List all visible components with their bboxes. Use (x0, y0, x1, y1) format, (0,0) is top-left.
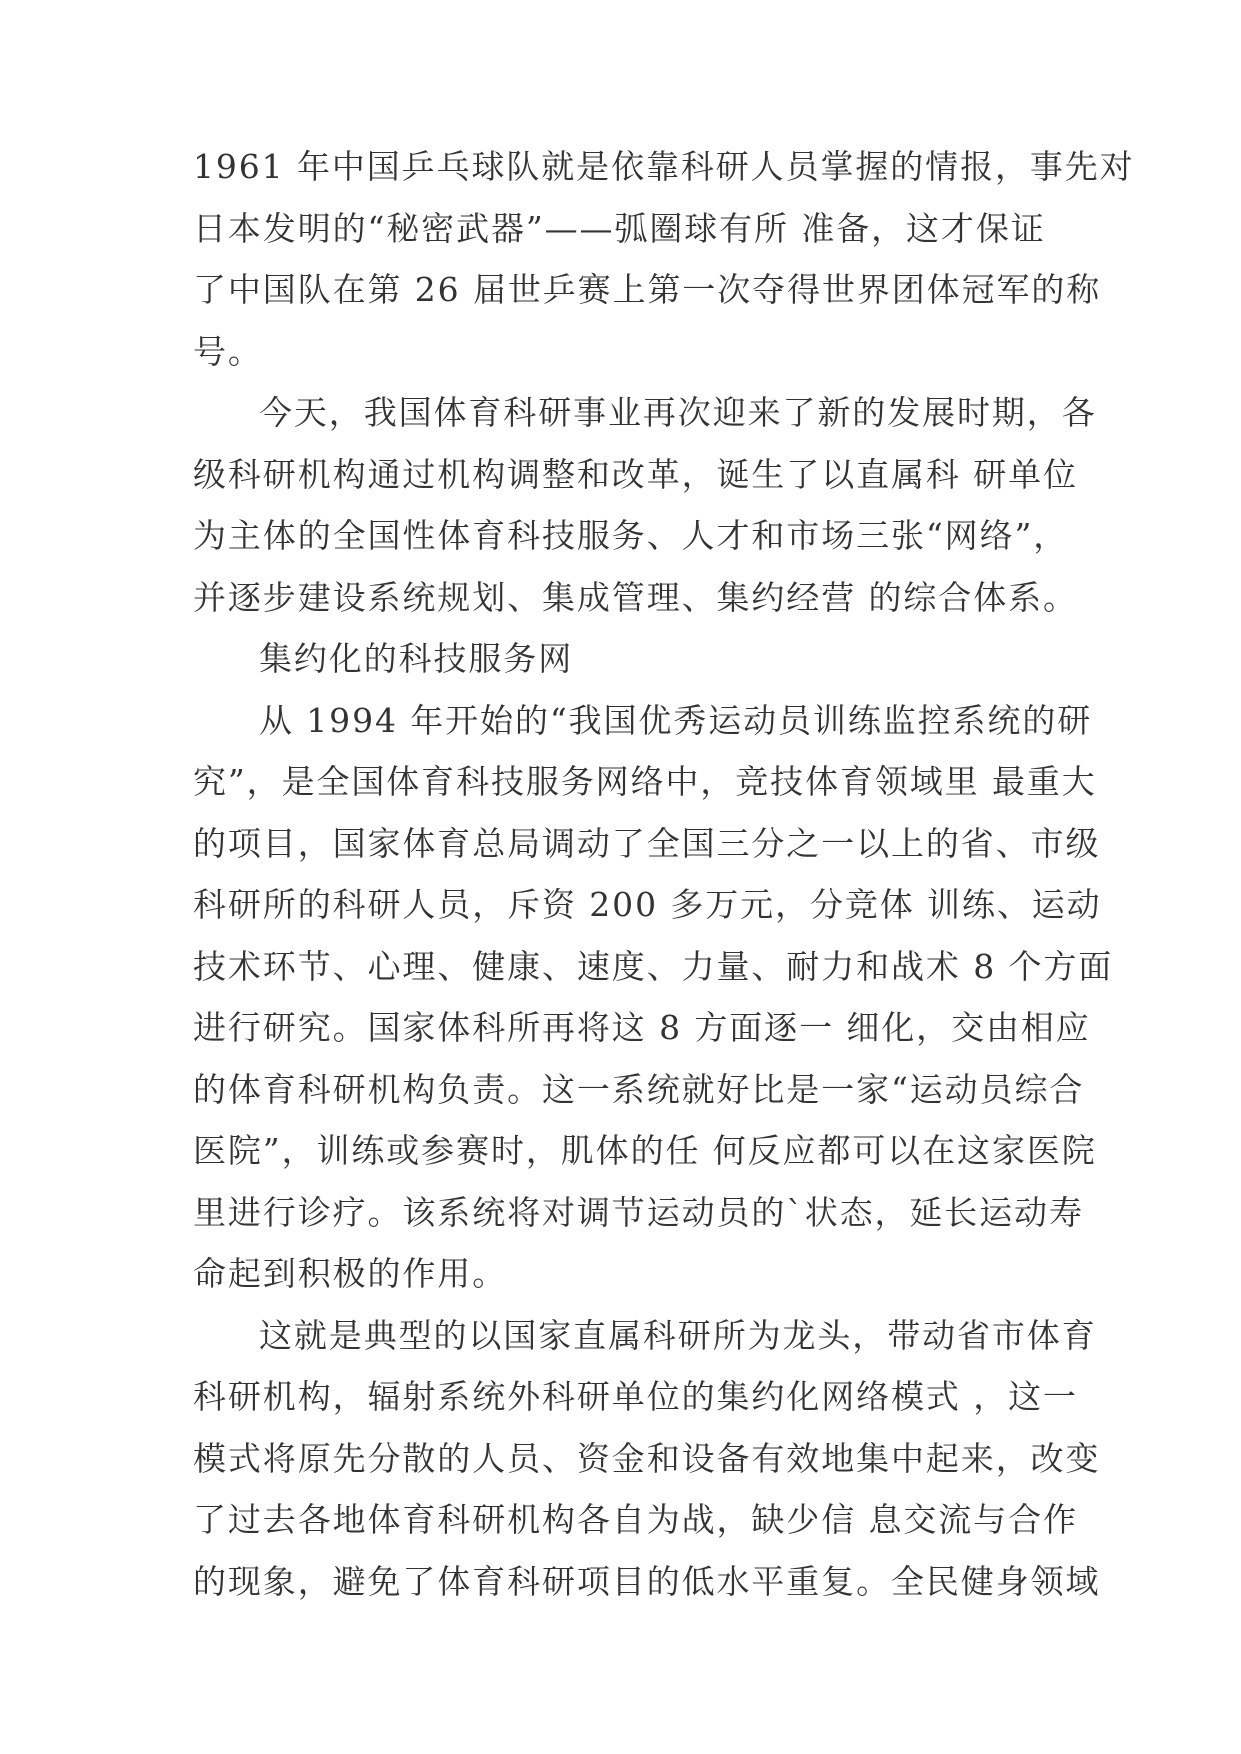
text-line: 号。 (193, 331, 263, 371)
text-line: 究”，是全国体育科技服务网络中，竞技体育领域里 最重大 (193, 762, 1097, 801)
text-line: 的项目，国家体育总局调动了全国三分之一以上的省、市级 (193, 823, 1101, 863)
text-line: 进行研究。国家体科所再将这 8 方面逐一 细化，交由相应 (193, 1008, 1091, 1047)
text-line: 今天，我国体育科研事业再次迎来了新的发展时期，各 (259, 393, 1097, 432)
text-line: 日本发明的“秘密武器”——弧圈球有所 准备，这才保证 (193, 208, 1046, 248)
text-line: 的体育科研机构负责。这一系统就好比是一家“运动员综合 (193, 1069, 1085, 1109)
text-line: 并逐步建设系统规划、集成管理、集约经营 的综合体系。 (193, 577, 1078, 617)
text-line: 科研所的科研人员，斥资 200 多万元，分竞体 训练、运动 (193, 885, 1102, 924)
text-line: 了中国队在第 26 届世乒赛上第一次夺得世界团体冠军的称 (193, 270, 1102, 309)
text-line: 里进行诊疗。该系统将对调节运动员的`状态，延长运动寿 (193, 1192, 1084, 1232)
text-line: 1961 年中国乒乓球队就是依靠科研人员掌握的情报，事先对 (193, 147, 1135, 186)
text-line: 命起到积极的作用。 (193, 1254, 508, 1293)
section-heading: 集约化的科技服务网 (259, 639, 574, 678)
text-line: 级科研机构通过机构调整和改革，诞生了以直属科 研单位 (193, 454, 1078, 494)
text-line: 为主体的全国性体育科技服务、人才和市场三张“网络”， (193, 516, 1069, 555)
text-line: 科研机构，辐射系统外科研单位的集约化网络模式 ，这一 (193, 1377, 1078, 1416)
document-body (193, 136, 1135, 1612)
text-line: 的现象，避免了体育科研项目的低水平重复。全民健身领域 (193, 1561, 1101, 1601)
text-line: 模式将原先分散的人员、资金和设备有效地集中起来，改变 (193, 1438, 1101, 1478)
text-line: 这就是典型的以国家直属科研所为龙头，带动省市体育 (259, 1315, 1097, 1355)
text-line: 医院”，训练或参赛时，肌体的任 何反应都可以在这家医院 (193, 1131, 1097, 1170)
text-line: 了过去各地体育科研机构各自为战，缺少信 息交流与合作 (193, 1500, 1078, 1539)
text-line: 从 1994 年开始的“我国优秀运动员训练监控系统的研 (259, 700, 1093, 740)
text-line: 技术环节、心理、健康、速度、力量、耐力和战术 8 个方面 (193, 946, 1114, 986)
